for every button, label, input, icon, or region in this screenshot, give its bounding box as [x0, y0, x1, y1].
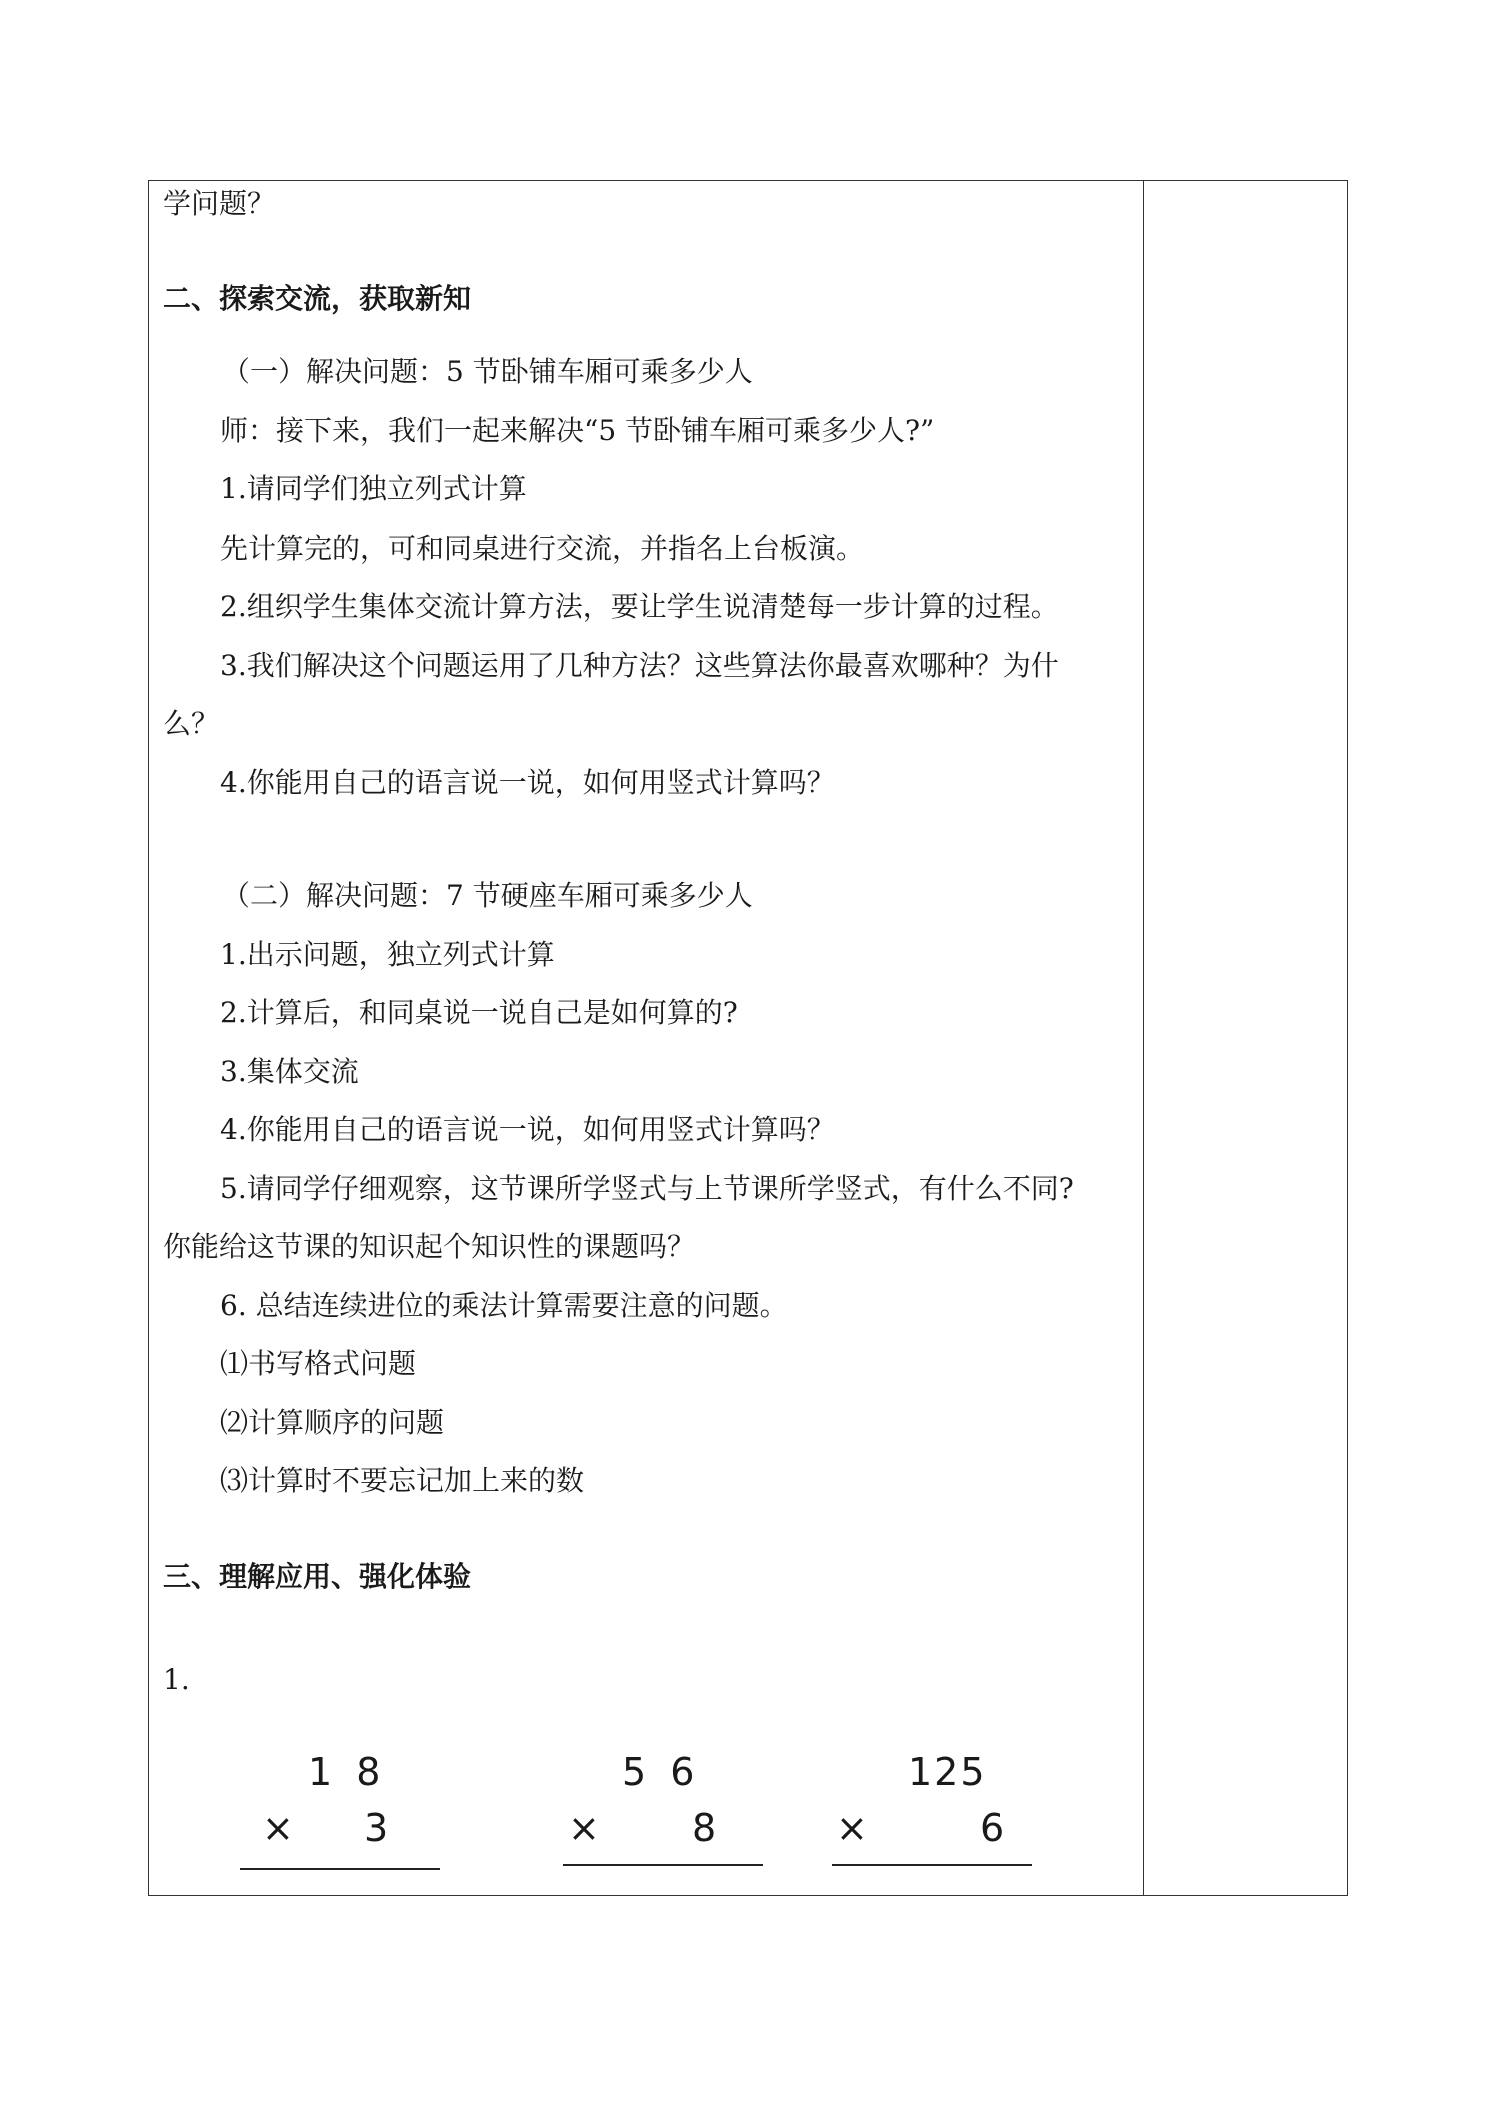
- problem-1-bottom: 3: [364, 1806, 389, 1850]
- text-line: 3.集体交流: [220, 1055, 359, 1088]
- problem-3-top: 125: [908, 1750, 987, 1794]
- subsection-heading-1: （一）解决问题：5 节卧铺车厢可乘多少人: [222, 355, 753, 388]
- problem-1-sign: ×: [262, 1806, 294, 1850]
- text-line: 5.请同学仔细观察，这节课所学竖式与上节课所学竖式，有什么不同?: [220, 1172, 1074, 1205]
- exercise-number: 1.: [163, 1663, 190, 1696]
- problem-3-sign: ×: [836, 1806, 868, 1850]
- text-line: ⑴书写格式问题: [220, 1347, 417, 1380]
- text-line: 4.你能用自己的语言说一说，如何用竖式计算吗？: [220, 766, 835, 799]
- text-line: 3.我们解决这个问题运用了几种方法？这些算法你最喜欢哪种？为什: [220, 649, 1059, 682]
- problem-1-top: 1 8: [308, 1750, 387, 1794]
- text-line: ⑵计算顺序的问题: [220, 1406, 445, 1439]
- text-line: 你能给这节课的知识起个知识性的课题吗？: [163, 1230, 696, 1263]
- column-divider: [1143, 180, 1144, 1896]
- problem-3-rule: [832, 1864, 1032, 1866]
- text-line: 1.出示问题，独立列式计算: [220, 938, 555, 971]
- subsection-heading-2: （二）解决问题：7 节硬座车厢可乘多少人: [222, 879, 753, 912]
- problem-2-rule: [563, 1864, 763, 1866]
- problem-3-bottom: 6: [980, 1806, 1005, 1850]
- problem-2-sign: ×: [568, 1806, 600, 1850]
- problem-1-rule: [240, 1868, 440, 1870]
- text-line: 学问题？: [163, 187, 276, 220]
- text-line: 么？: [163, 707, 220, 740]
- text-line: ⑶计算时不要忘记加上来的数: [220, 1464, 585, 1497]
- text-line: 先计算完的，可和同桌进行交流，并指名上台板演。: [220, 532, 865, 565]
- section-heading-3: 三、理解应用、强化体验: [163, 1560, 472, 1593]
- section-heading-2: 二、探索交流，获取新知: [163, 282, 472, 315]
- text-line: 2.计算后，和同桌说一说自己是如何算的?: [220, 996, 738, 1029]
- text-line: 2.组织学生集体交流计算方法，要让学生说清楚每一步计算的过程。: [220, 590, 1059, 623]
- problem-2-bottom: 8: [692, 1806, 717, 1850]
- problem-2-top: 5 6: [622, 1750, 701, 1794]
- text-line: 师：接下来，我们一起来解决“5 节卧铺车厢可乘多少人?”: [220, 414, 935, 447]
- text-line: 6. 总结连续进位的乘法计算需要注意的问题。: [220, 1289, 788, 1322]
- text-line: 1.请同学们独立列式计算: [220, 472, 527, 505]
- text-line: 4.你能用自己的语言说一说，如何用竖式计算吗？: [220, 1113, 835, 1146]
